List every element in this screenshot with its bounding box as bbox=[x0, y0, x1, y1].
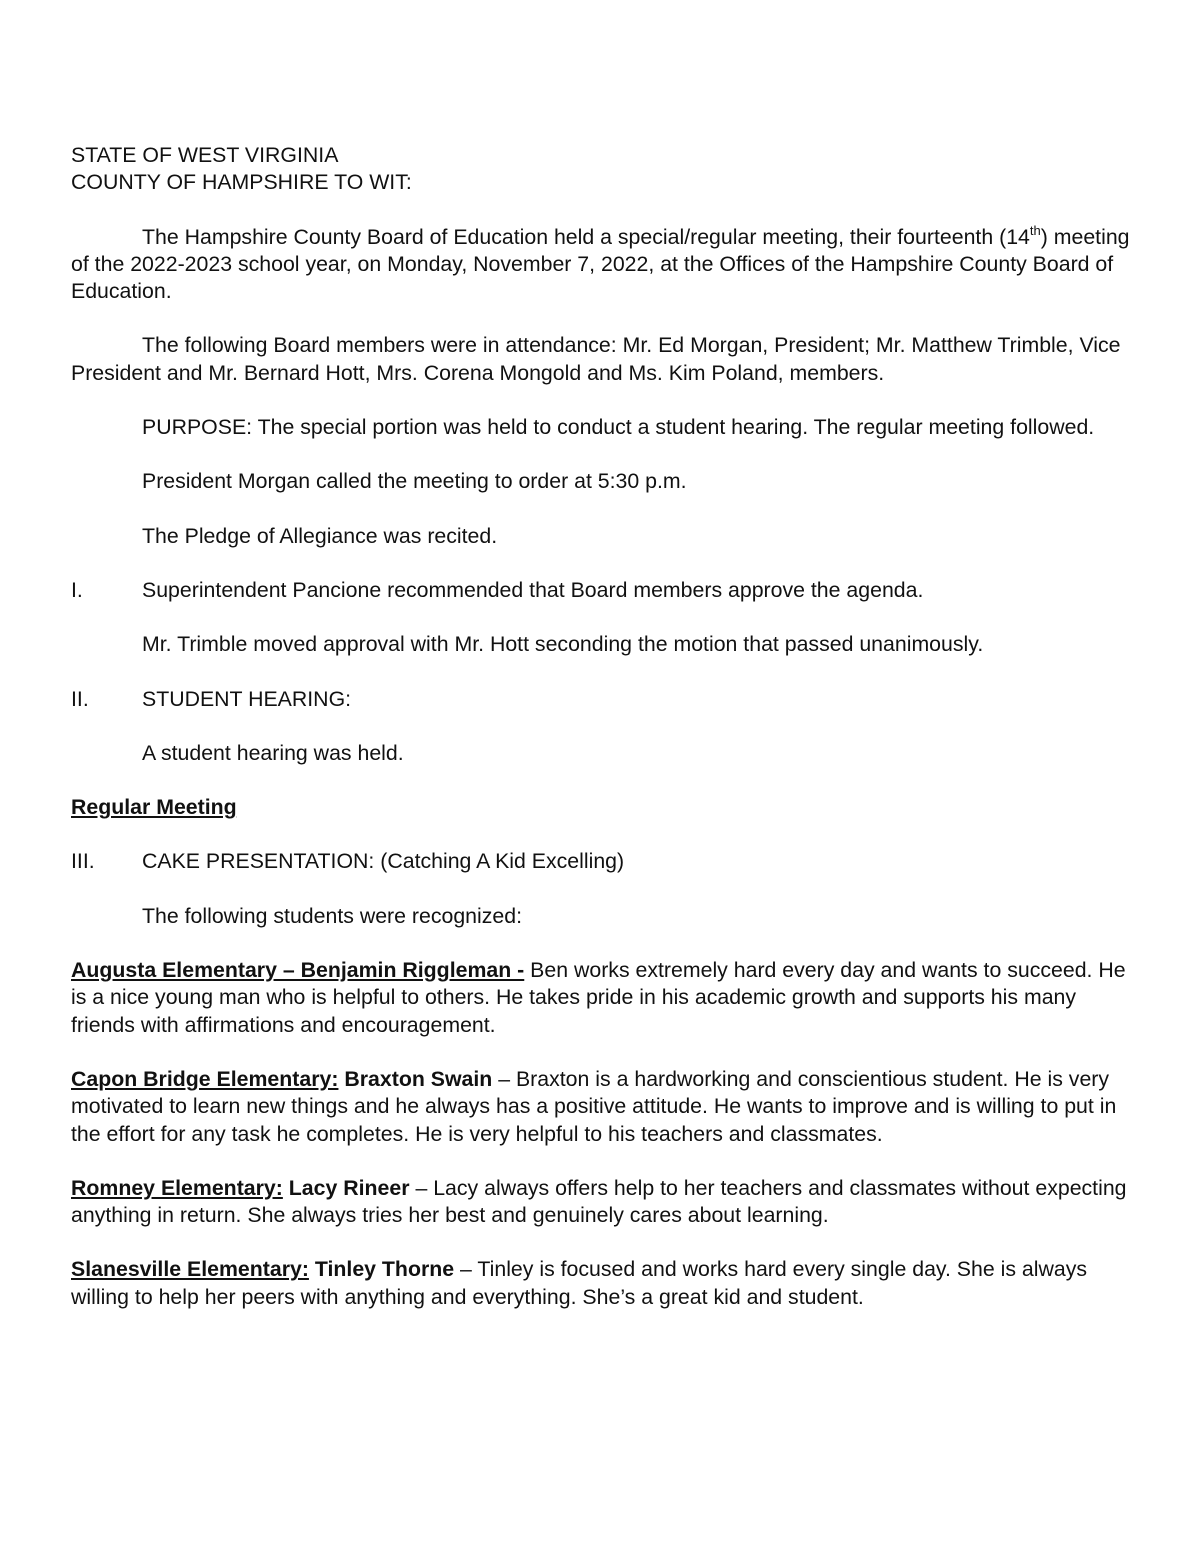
item-number: II. bbox=[71, 686, 89, 711]
agenda-item-2 bbox=[71, 686, 1135, 713]
student-description: Ben works extremely hard every day and wants to succeed. He is a nice young man who is helpful to others. He takes pride in his academic growth and supports his many friends with affirmations and encouragement. bbox=[71, 958, 1126, 1037]
item-1-motion: Mr. Trimble moved approval with Mr. Hott seconding the motion that passed unanimously. bbox=[142, 632, 984, 657]
state-heading: STATE OF WEST VIRGINIA bbox=[71, 143, 339, 167]
student-description: – Lacy always offers help to her teachers and classmates without expecting anything in return. She always tries her best and genuinely cares about learning. bbox=[71, 1175, 1127, 1228]
pledge-paragraph: The Pledge of Allegiance was recited. bbox=[142, 523, 498, 548]
student-recognition bbox=[71, 1066, 1135, 1148]
intro-paragraph: The Hampshire County Board of Education held a special/regular meeting, their fourteenth (14th) meeting of the 2022-2023 school year, on Monday, November 7, 2022, at the Offices of the Hampshire County Board of Education. bbox=[71, 222, 1130, 304]
item-3-note: The following students were recognized: bbox=[142, 903, 523, 928]
student-name: Tinley Thorne bbox=[308, 1257, 455, 1282]
agenda-item-3 bbox=[71, 848, 1135, 875]
item-text: Superintendent Pancione recommended that Board members approve the agenda. bbox=[142, 577, 924, 602]
county-heading: COUNTY OF HAMPSHIRE TO WIT: bbox=[71, 170, 412, 195]
regular-meeting-heading: Regular Meeting bbox=[71, 795, 237, 820]
ordinal-suffix: th bbox=[1029, 222, 1041, 238]
agenda-item-1 bbox=[71, 577, 1135, 604]
item-number: III. bbox=[71, 849, 95, 874]
call-to-order-paragraph: President Morgan called the meeting to order at 5:30 p.m. bbox=[142, 469, 687, 494]
purpose-paragraph: PURPOSE: The special portion was held to conduct a student hearing. The regular meeting followed. bbox=[142, 415, 1095, 440]
student-name: Lacy Rineer bbox=[282, 1175, 410, 1200]
student-recognition bbox=[71, 1256, 1135, 1311]
item-text: CAKE PRESENTATION: (Catching A Kid Excelling) bbox=[142, 849, 625, 874]
student-description: – Braxton is a hardworking and conscientious student. He is very motivated to learn new things and he always has a positive attitude. He wants to improve and is willing to put in the effort for any task he completes. He is very helpful to his teachers and classmates. bbox=[71, 1066, 1117, 1146]
item-number: I. bbox=[71, 577, 83, 602]
item-text: STUDENT HEARING: bbox=[142, 686, 352, 711]
student-recognition bbox=[71, 1175, 1135, 1230]
school-name: Romney Elementary: bbox=[71, 1175, 283, 1200]
document-page bbox=[71, 142, 1135, 1311]
student-name: Braxton Swain bbox=[338, 1066, 493, 1091]
item-2-note: A student hearing was held. bbox=[142, 740, 404, 765]
school-name: Slanesville Elementary: bbox=[71, 1257, 309, 1282]
school-name: Augusta Elementary – Benjamin Riggleman - bbox=[71, 958, 525, 983]
school-name: Capon Bridge Elementary: bbox=[71, 1066, 339, 1091]
student-recognition bbox=[71, 957, 1135, 1039]
student-description: – Tinley is focused and works hard every single day. She is always willing to help her peers with anything and everything. She’s a great kid and student. bbox=[71, 1257, 1088, 1309]
attendance-paragraph: The following Board members were in attendance: Mr. Ed Morgan, President; Mr. Matthew Trimble, Vice President and Mr. Bernard Hott, Mrs. Corena Mongold and Ms. Kim Poland, members. bbox=[71, 333, 1121, 385]
